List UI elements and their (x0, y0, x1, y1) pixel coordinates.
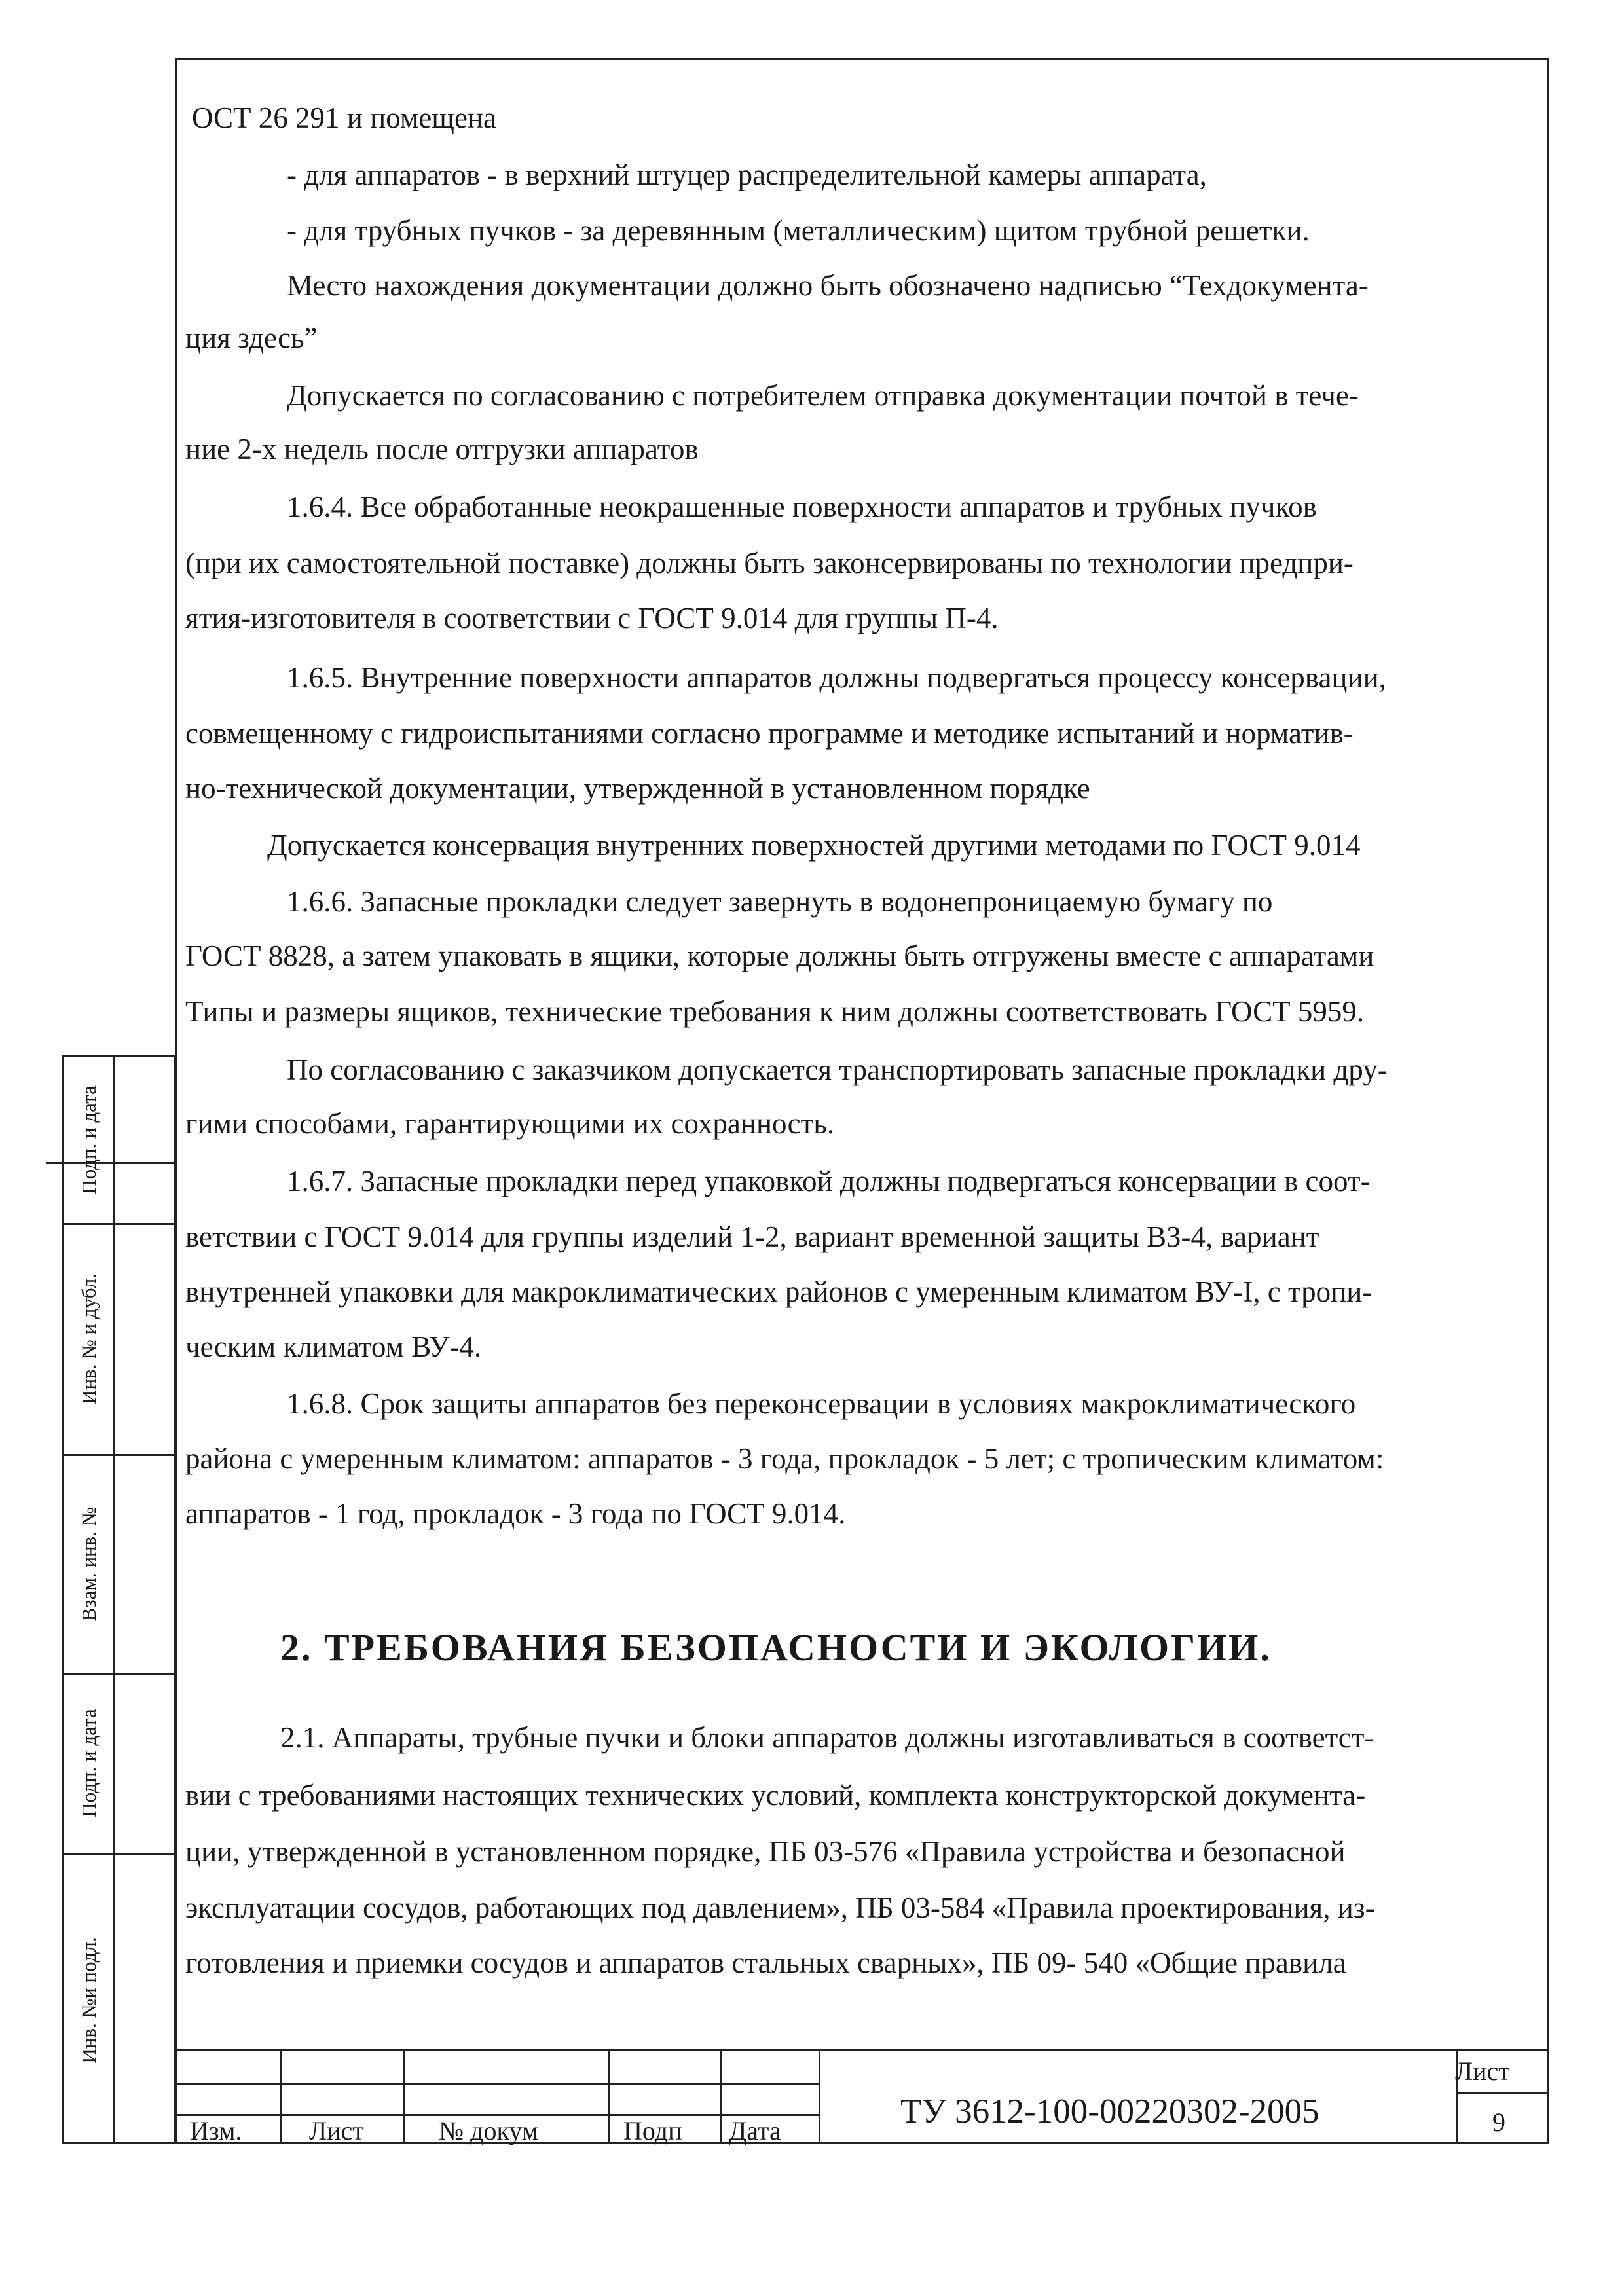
text-line: ние 2-х недель после отгрузки аппаратов (185, 433, 699, 465)
text-line: 1.6.4. Все обработанные неокрашенные поверхности аппаратов и трубных пучков (287, 490, 1317, 523)
stamp-extension-line (46, 1162, 177, 1164)
text-line: совмещенному с гидроиспытаниями согласно программе и методике испытаний и норматив- (185, 717, 1354, 750)
text-line: аппаратов - 1 год, прокладок - 3 года по ГОСТ 9.014. (185, 1497, 846, 1530)
text-line: (при их самостоятельной поставке) должны быть законсервированы по технологии предпри- (185, 547, 1354, 579)
text-line: ческим климатом ВУ-4. (185, 1330, 482, 1363)
text-line: ции, утвержденной в установленном порядке, ПБ 03-576 «Правила устройства и безопасной (185, 1835, 1346, 1868)
sheet-number: 9 (1492, 2107, 1505, 2137)
text-line: но-технической документации, утвержденной в установленном порядке (185, 772, 1090, 805)
text-line: 1.6.8. Срок защиты аппаратов без переконсервации в условиях макроклиматического (287, 1387, 1356, 1420)
text-line: ятия-изготовителя в соответствии с ГОСТ 9.014 для группы П-4. (185, 602, 999, 634)
text-line: По согласованию с заказчиком допускается транспортировать запасные прокладки дру- (287, 1053, 1388, 1086)
text-line: 2.1. Аппараты, трубные пучки и блоки аппаратов должны изготавливаться в соответст- (280, 1721, 1374, 1754)
title-label-n-dokum: № докум (439, 2116, 539, 2145)
section-heading: 2. ТРЕБОВАНИЯ БЕЗОПАСНОСТИ И ЭКОЛОГИИ. (280, 1626, 1272, 1669)
title-block-divider (819, 2051, 820, 2144)
document-code: ТУ 3612-100-00220302-2005 (900, 2092, 1319, 2130)
sheet-label: Лист (1455, 2056, 1510, 2086)
text-line: гими способами, гарантирующими их сохранность. (185, 1107, 835, 1140)
title-block (175, 2049, 1549, 2144)
title-block-divider (608, 2051, 610, 2144)
margin-stamp (62, 1055, 175, 2144)
title-block-divider (1456, 2092, 1549, 2094)
title-label-podp: Подп (623, 2116, 682, 2145)
page-frame (175, 58, 1549, 2144)
text-line: ция здесь” (185, 321, 318, 354)
text-line: 1.6.5. Внутренние поверхности аппаратов должны подвергаться процессу консервации, (287, 661, 1386, 694)
text-line: - для аппаратов - в верхний штуцер распределительной камеры аппарата, (287, 158, 1207, 191)
title-label-list: Лист (309, 2116, 364, 2145)
text-line: Допускается по согласованию с потребителем отправка документации почтой в тече- (287, 379, 1359, 412)
text-line: ГОСТ 8828, а затем упаковать в ящики, которые должны быть отгружены вместе с аппаратами (185, 939, 1374, 972)
stamp-label-inv-podl: Инв. №и подл. (77, 1937, 100, 2064)
text-line: вии с требованиями настоящих технических условий, комплекта конструкторской документа- (185, 1779, 1366, 1812)
title-block-divider (403, 2051, 405, 2144)
text-line: Типы и размеры ящиков, технические требования к ним должны соответствовать ГОСТ 5959. (185, 995, 1365, 1028)
text-line: 1.6.6. Запасные прокладки следует завернуть в водонепроницаемую бумагу по (287, 885, 1273, 918)
text-line: ОСТ 26 291 и помещена (192, 101, 496, 134)
text-line: внутренней упаковки для макроклиматических районов с умеренным климатом ВУ-I, с тропи- (185, 1275, 1373, 1308)
stamp-label-vzam-inv: Взам. инв. № (77, 1506, 100, 1622)
title-block-divider (175, 2083, 819, 2085)
text-line: - для трубных пучков - за деревянным (металлическим) щитом трубной решетки. (287, 214, 1310, 247)
title-label-izm: Изм. (190, 2116, 242, 2145)
text-line: готовления и приемки сосудов и аппаратов стальных сварных», ПБ 09- 540 «Общие правила (185, 1946, 1346, 1979)
text-line: Допускается консервация внутренних поверхностей другими методами по ГОСТ 9.014 (267, 829, 1361, 862)
text-line: ветствии с ГОСТ 9.014 для группы изделий 1-2, вариант временной защиты ВЗ-4, вариант (185, 1220, 1319, 1253)
text-line: района с умеренным климатом: аппаратов - 3 года, прокладок - 5 лет; с тропическим климатом: (185, 1442, 1384, 1475)
stamp-label-podp-data: Подп. и дата (77, 1085, 100, 1194)
title-label-data: Дата (729, 2116, 781, 2145)
stamp-label-podp-data-2: Подп. и дата (77, 1709, 100, 1817)
text-line: 1.6.7. Запасные прокладки перед упаковкой должны подвергаться консервации в соот- (287, 1165, 1371, 1197)
text-line: эксплуатации сосудов, работающих под давлением», ПБ 03-584 «Правила проектирования, из- (185, 1891, 1375, 1924)
title-block-divider (720, 2051, 722, 2144)
title-block-divider (280, 2051, 282, 2144)
stamp-label-inv-dubl: Инв. № и дубл. (77, 1273, 100, 1404)
text-line: Место нахождения документации должно быть обозначено надписью “Техдокумента- (287, 269, 1369, 302)
